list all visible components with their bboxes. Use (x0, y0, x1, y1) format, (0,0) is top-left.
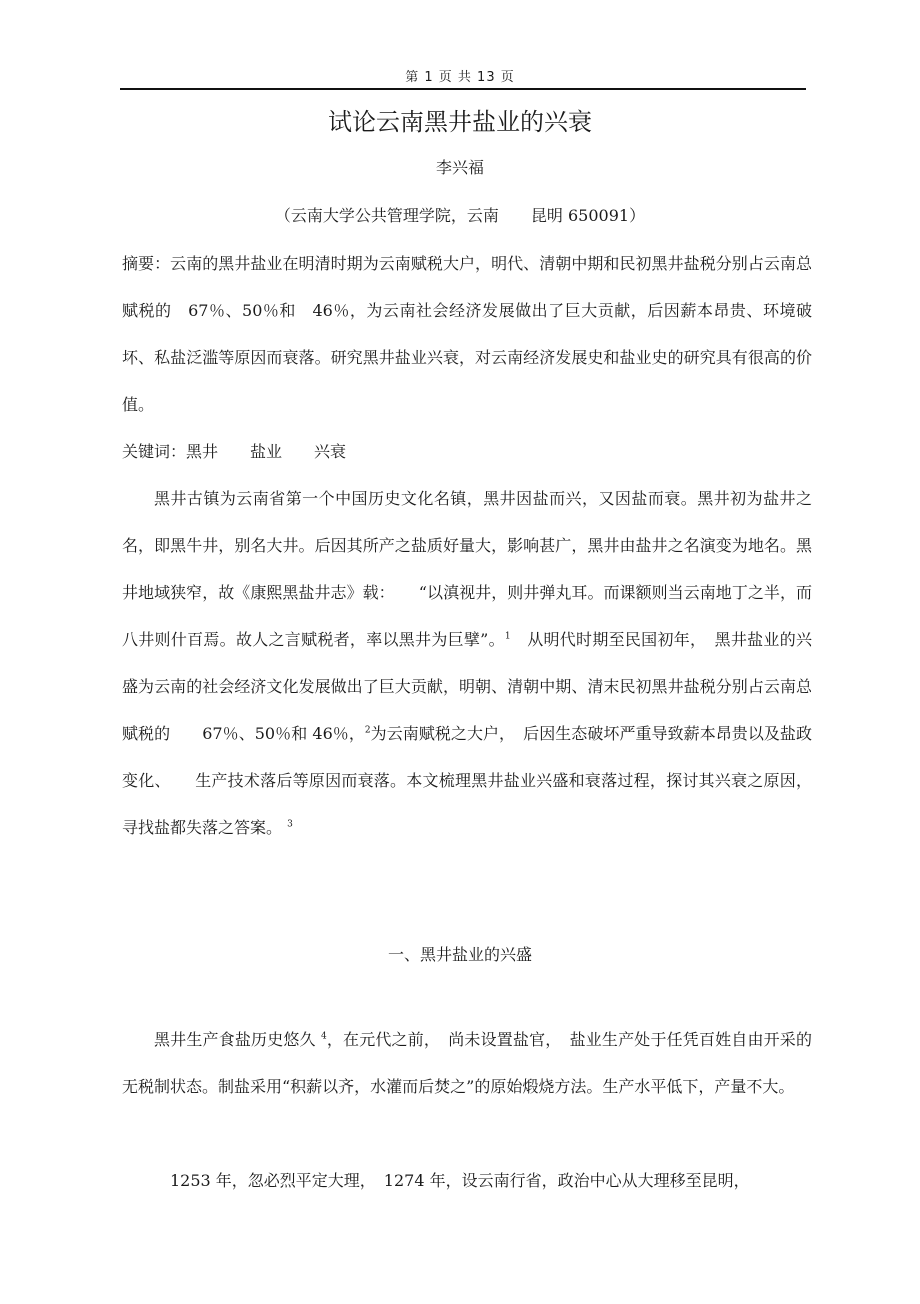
para2-text-b: ，在元代之前， 尚未设置盐官， 盐业生产处于任凭百姓自由开采的无税制状态。制盐采用“积薪以齐，水灌而后焚之”的原始煅烧方法。生产水平低下，产量不大。 (122, 1030, 812, 1096)
intro-paragraph (122, 475, 812, 851)
intro-text-b: 从明代时期至民国初年， 黑井盐业的兴盛为云南的社会经济文化发展做出了巨大贡献，明朝、清朝中期、清末民初黑井盐税分别占云南总赋税的 67％、50％和 46％， (122, 630, 812, 743)
footnote-ref-2[interactable]: 2 (364, 725, 371, 736)
section-heading-1: 一、黑井盐业的兴盛 (387, 945, 532, 964)
page-indicator: 第 1 页 共 13 页 (405, 70, 515, 85)
footnote-ref-4[interactable]: 4 (320, 1031, 327, 1042)
author-name: 李兴福 (435, 158, 484, 177)
article-title: 试论云南黑井盐业的兴衰 (328, 108, 592, 136)
footnote-ref-1[interactable]: 1 (504, 631, 511, 642)
header-rule (120, 88, 806, 90)
intro-text-c: 为云南赋税之大户， 后因生态破坏严重导致薪本昂贵以及盐政变化、 生产技术落后等原因而衰落。本文梳理黑井盐业兴盛和衰落过程，探讨其兴衰之原因，寻找盐都失落之答案。 (122, 724, 812, 837)
para2-text-a: 黑井生产食盐历史悠久 (154, 1030, 316, 1049)
body-paragraph-2 (122, 1016, 812, 1110)
abstract-paragraph: 摘要：云南的黑井盐业在明清时期为云南赋税大户，明代、清朝中期和民初黑井盐税分别占云南总赋税的 67％、50％和 46％，为云南社会经济发展做出了巨大贡献，后因薪本昂贵、环境破坏、私盐泛滥等原因而衰落。研究黑井盐业兴衰，对云南经济发展史和盐业史的研究具有很高的价值。 (122, 254, 812, 414)
footnote-ref-3[interactable]: 3 (287, 819, 293, 830)
body-paragraph-3: 1253 年，忽必烈平定大理， 1274 年，设云南行省，政治中心从大理移至昆明， (170, 1171, 750, 1190)
keywords-line: 关键词：黑井 盐业 兴衰 (122, 442, 347, 461)
intro-text-a: 黑井古镇为云南省第一个中国历史文化名镇，黑井因盐而兴，又因盐而衰。黑井初为盐井之名，即黑牛井，别名大井。后因其所产之盐质好量大，影响甚广，黑井由盐井之名演变为地名。黑井地域狭窄，故《康熙黑盐井志》载： “以滇视井，则井弹丸耳。而课额则当云南地丁之半，而八井则什百焉。故人之言赋税者，率以黑井为巨擘”。 (122, 489, 812, 649)
author-affiliation: （云南大学公共管理学院，云南 昆明 650091） (274, 206, 646, 225)
